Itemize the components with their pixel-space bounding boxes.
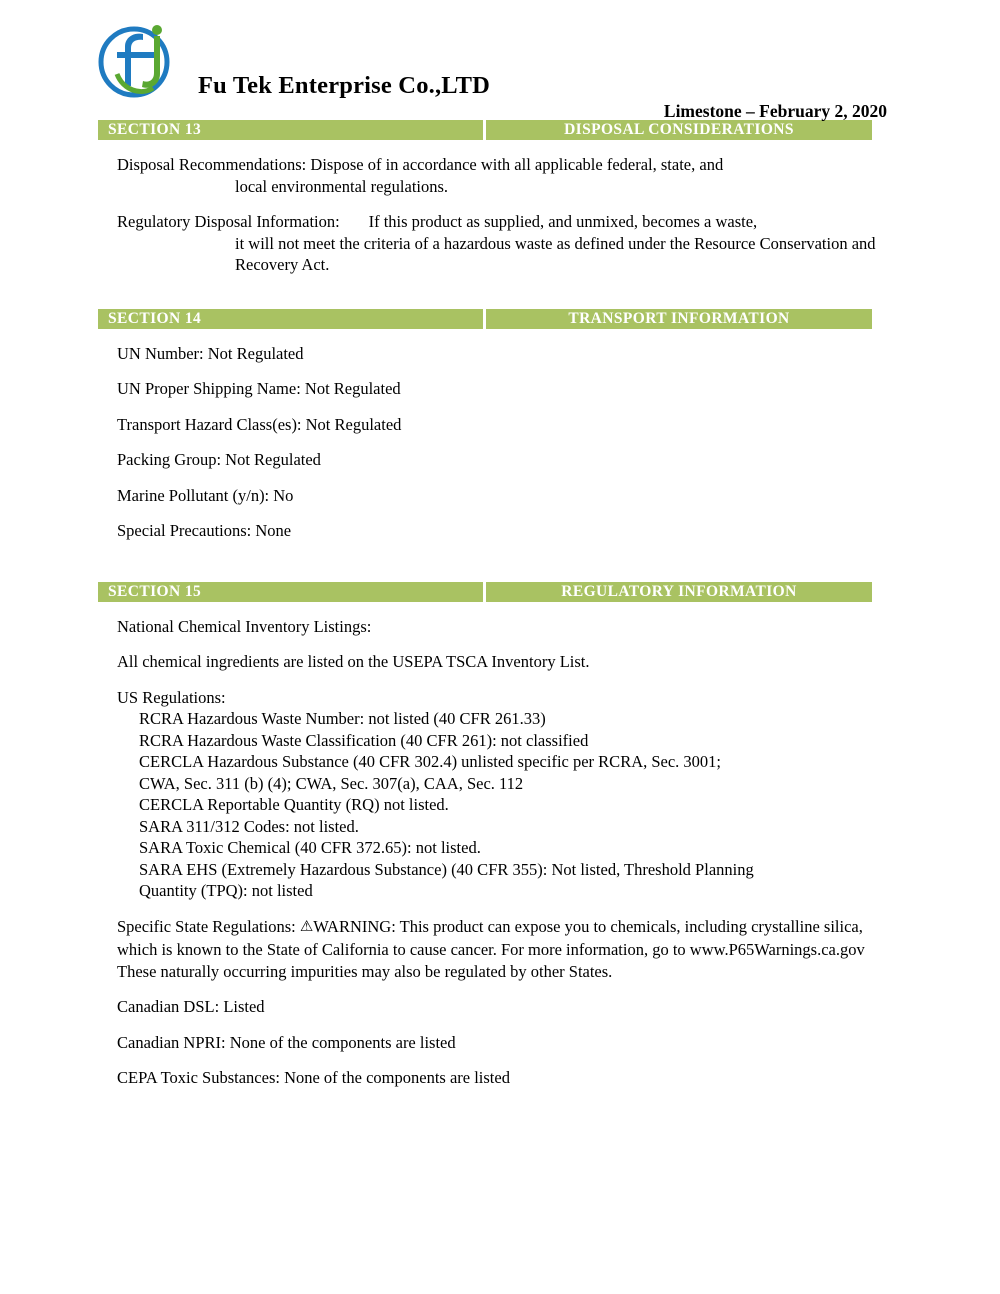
regulatory-disposal-label: Regulatory Disposal Information: (117, 212, 340, 231)
us-regulation-line: CERCLA Hazardous Substance (40 CFR 302.4) unlisted specific per RCRA, Sec. 3001; (139, 752, 722, 771)
regulatory-disposal-text: If this product as supplied, and unmixed, becomes a waste, (368, 212, 758, 231)
section-title-14: TRANSPORT INFORMATION (486, 309, 872, 329)
transport-item: Transport Hazard Class(es): Not Regulated (117, 414, 402, 434)
section-13-body (117, 154, 877, 276)
us-regulation-line: SARA EHS (Extremely Hazardous Substance) (40 CFR 355): Not listed, Threshold Planning (139, 859, 754, 879)
section-number-13: SECTION 13 (98, 120, 483, 140)
us-regulation-line: CERCLA Reportable Quantity (RQ) not listed. (139, 795, 449, 814)
us-regulation-line: Quantity (TPQ): not listed (139, 881, 313, 900)
disposal-recommendations-text: Dispose of in accordance with all applicable federal, state, and (310, 155, 724, 174)
state-regulations-label: Specific State Regulations: (117, 916, 296, 936)
document-header (0, 0, 1000, 120)
us-regulations-list (139, 708, 877, 902)
section-15-body (117, 616, 877, 1089)
inventory-listings-text: All chemical ingredients are listed on the USEPA TSCA Inventory List. (117, 652, 590, 671)
disposal-recommendations (117, 154, 877, 197)
us-regulation-line: RCRA Hazardous Waste Number: not listed (40 CFR 261.33) (139, 709, 546, 728)
company-name: Fu Tek Enterprise Co.,LTD (198, 72, 491, 99)
canadian-npri: Canadian NPRI: None of the components are listed (117, 1032, 456, 1052)
transport-item: Marine Pollutant (y/n): No (117, 485, 294, 505)
cepa-toxic-substances: CEPA Toxic Substances: None of the components are listed (117, 1068, 510, 1087)
warning-triangle-icon: ⚠ (299, 918, 314, 935)
futek-logo-icon (97, 22, 189, 100)
section-14-body (117, 343, 877, 542)
transport-item: Special Precautions: None (117, 521, 292, 540)
section-header-14 (98, 309, 872, 329)
spacer-after-section-14 (0, 542, 1000, 582)
state-regulations-warning-text: WARNING: This product can expose you to chemicals, including crystalline silica, which is known to the State of California to cause cancer. For more information, go to www.P65Warnings.ca.gov (117, 916, 865, 959)
document-title: Limestone – February 2, 2020 (663, 101, 887, 121)
state-regulations (117, 916, 877, 983)
section-header-15 (98, 582, 872, 602)
inventory-listings-heading: National Chemical Inventory Listings: (117, 616, 372, 636)
section-number-15: SECTION 15 (98, 582, 483, 602)
section-number-14: SECTION 14 (98, 309, 483, 329)
us-regulations-heading: US Regulations: (117, 687, 226, 707)
us-regulation-line: SARA 311/312 Codes: not listed. (139, 816, 359, 836)
transport-item: UN Number: Not Regulated (117, 343, 304, 363)
regulatory-disposal-information (117, 211, 877, 276)
disposal-recommendations-cont: local environmental regulations. (235, 176, 449, 196)
section-header-13 (98, 120, 872, 140)
us-regulation-line: SARA Toxic Chemical (40 CFR 372.65): not listed. (139, 838, 481, 857)
spacer-after-section-13 (0, 276, 1000, 309)
section-title-13: DISPOSAL CONSIDERATIONS (486, 120, 872, 140)
us-regulation-line: RCRA Hazardous Waste Classification (40 CFR 261): not classified (139, 730, 589, 750)
section-title-15: REGULATORY INFORMATION (486, 582, 872, 602)
regulatory-disposal-cont: it will not meet the criteria of a hazardous waste as defined under the Resource Conservation and Recovery Act. (235, 233, 876, 274)
state-regulations-note: These naturally occurring impurities may also be regulated by other States. (117, 961, 613, 981)
transport-item: UN Proper Shipping Name: Not Regulated (117, 379, 401, 398)
us-regulation-line: CWA, Sec. 311 (b) (4); CWA, Sec. 307(a), CAA, Sec. 112 (139, 773, 524, 793)
disposal-recommendations-label: Disposal Recommendations: (117, 155, 307, 174)
transport-item: Packing Group: Not Regulated (117, 450, 321, 469)
canadian-dsl: Canadian DSL: Listed (117, 997, 265, 1016)
